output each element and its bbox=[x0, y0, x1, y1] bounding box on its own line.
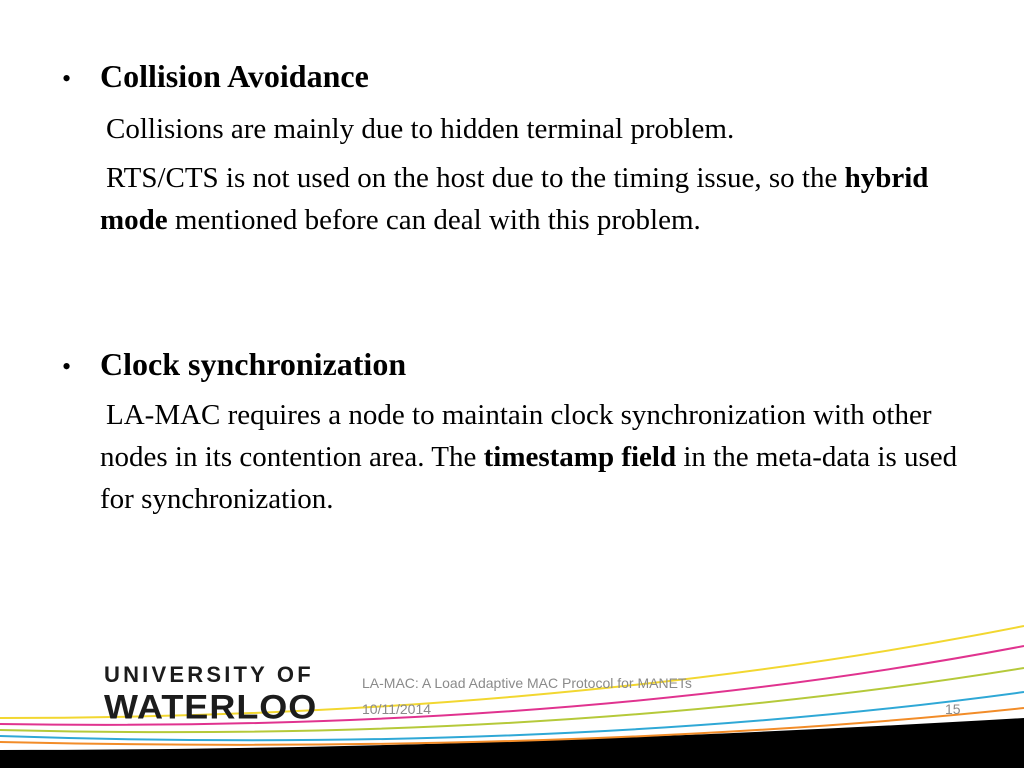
text-run: LA-MAC requires a node to maintain clock synchronization with other nodes in its contention area. The bbox=[100, 399, 932, 473]
para-collision-2 bbox=[100, 157, 980, 241]
bullet-collision-avoidance bbox=[62, 60, 369, 92]
text-run: in the meta-data is used for synchronization. bbox=[100, 441, 958, 515]
footer-title: LA-MAC: A Load Adaptive MAC Protocol for MANETs bbox=[362, 675, 692, 691]
logo-line2: WATERLOO bbox=[104, 687, 318, 727]
para-collision-1 bbox=[100, 108, 980, 150]
text-run: Collisions are mainly due to hidden terminal problem. bbox=[106, 113, 735, 145]
emphasis-timestamp-field: timestamp field bbox=[483, 441, 677, 473]
footer-date: 10/11/2014 bbox=[362, 701, 432, 717]
emphasis-hybrid-mode: hybrid mode bbox=[100, 162, 929, 236]
bullet-icon: • bbox=[62, 64, 72, 93]
logo-line1: UNIVERSITY OF bbox=[104, 662, 314, 687]
text-run: mentioned before can deal with this problem. bbox=[167, 204, 701, 236]
para-clock-1 bbox=[100, 394, 980, 520]
heading-clock-sync: Clock synchronization bbox=[100, 346, 407, 382]
bullet-icon: • bbox=[62, 352, 72, 381]
heading-collision-avoidance: Collision Avoidance bbox=[100, 58, 369, 94]
slide-number: 15 bbox=[945, 701, 961, 717]
bullet-clock-sync bbox=[62, 348, 406, 380]
university-logo bbox=[104, 664, 317, 726]
text-run: RTS/CTS is not used on the host due to the timing issue, so the bbox=[106, 162, 845, 194]
